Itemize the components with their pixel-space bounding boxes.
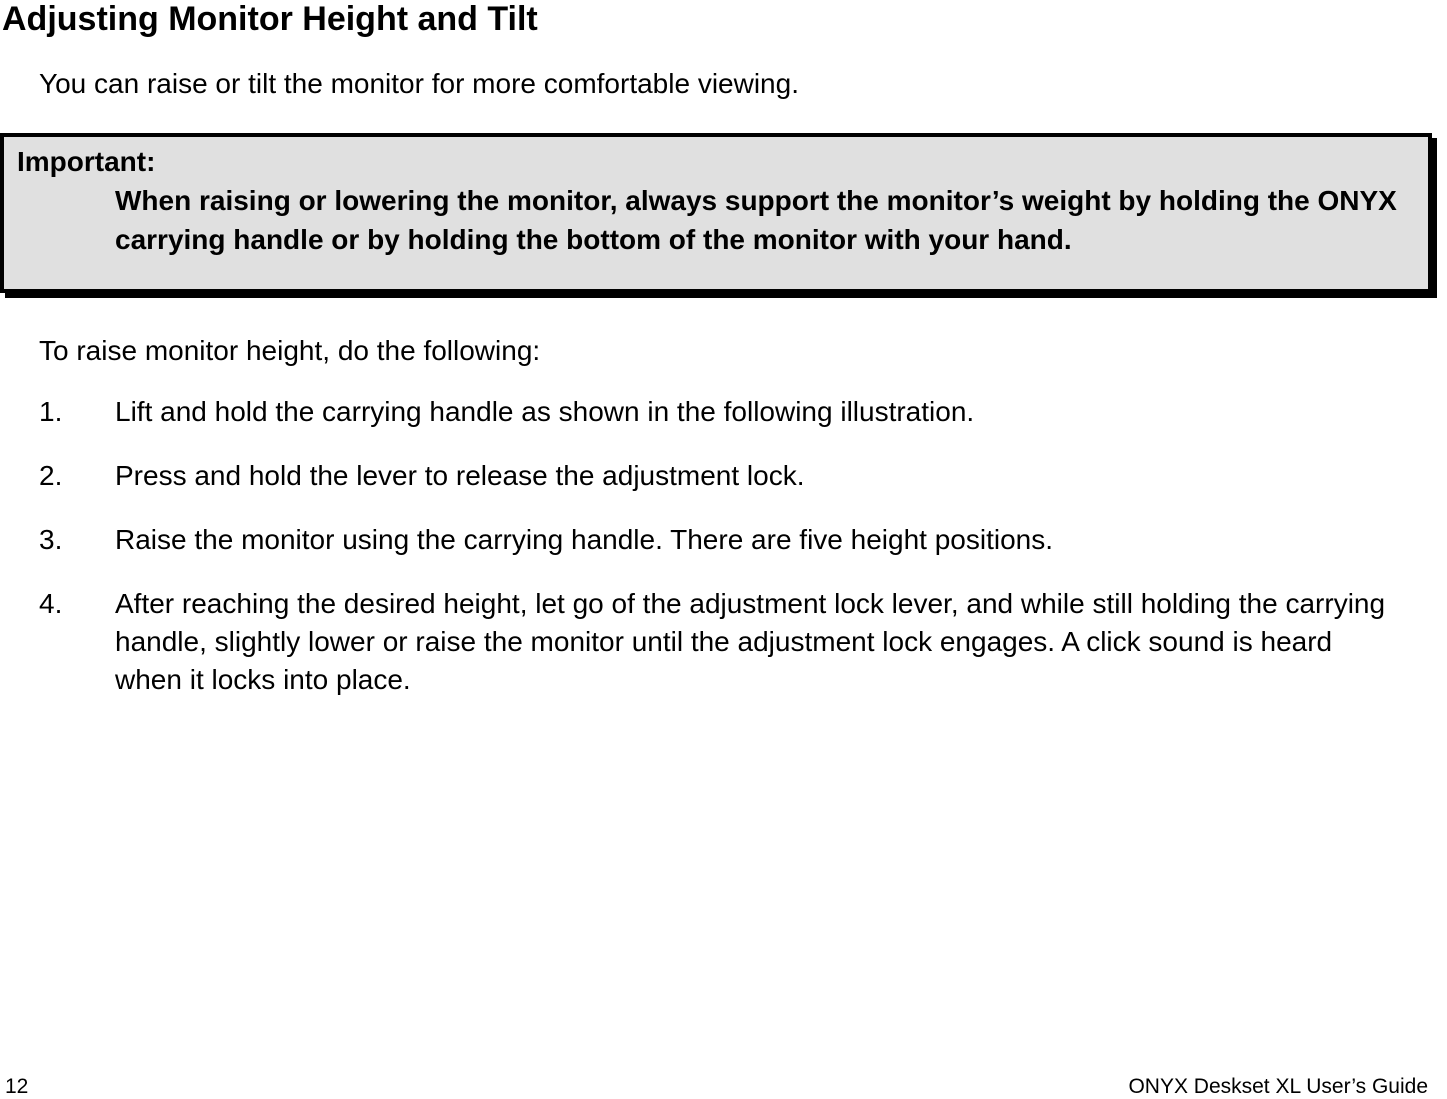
steps-list	[39, 393, 1419, 725]
step-text: Lift and hold the carrying handle as shown in the following illustration.	[115, 396, 975, 427]
step-number: 4.	[39, 588, 63, 619]
important-label: Important:	[17, 146, 156, 177]
step-number: 1.	[39, 396, 63, 427]
important-notice-box	[0, 133, 1432, 293]
step-number: 3.	[39, 524, 63, 555]
step-text: After reaching the desired height, let go of the adjustment lock lever, and while still holding the carrying handle, slightly lower or raise the monitor until the adjustment lock engages. A click sound is heard when it locks into place.	[115, 588, 1386, 695]
footer-guide-title: ONYX Deskset XL User’s Guide	[1128, 1075, 1428, 1098]
intro-paragraph: You can raise or tilt the monitor for more comfortable viewing.	[39, 68, 799, 99]
step-item	[39, 393, 1419, 431]
step-number: 2.	[39, 460, 63, 491]
important-text: When raising or lowering the monitor, always support the monitor’s weight by holding the ONYX carrying handle or by holding the bottom of the monitor with your hand.	[115, 185, 1397, 255]
step-text: Press and hold the lever to release the adjustment lock.	[115, 460, 805, 491]
step-item	[39, 521, 1419, 559]
footer-page-number: 12	[5, 1075, 29, 1098]
step-item	[39, 457, 1419, 495]
step-text: Raise the monitor using the carrying handle. There are five height positions.	[115, 524, 1054, 555]
step-item	[39, 585, 1419, 699]
page-title: Adjusting Monitor Height and Tilt	[2, 0, 538, 38]
steps-lead-text: To raise monitor height, do the following:	[39, 335, 541, 366]
